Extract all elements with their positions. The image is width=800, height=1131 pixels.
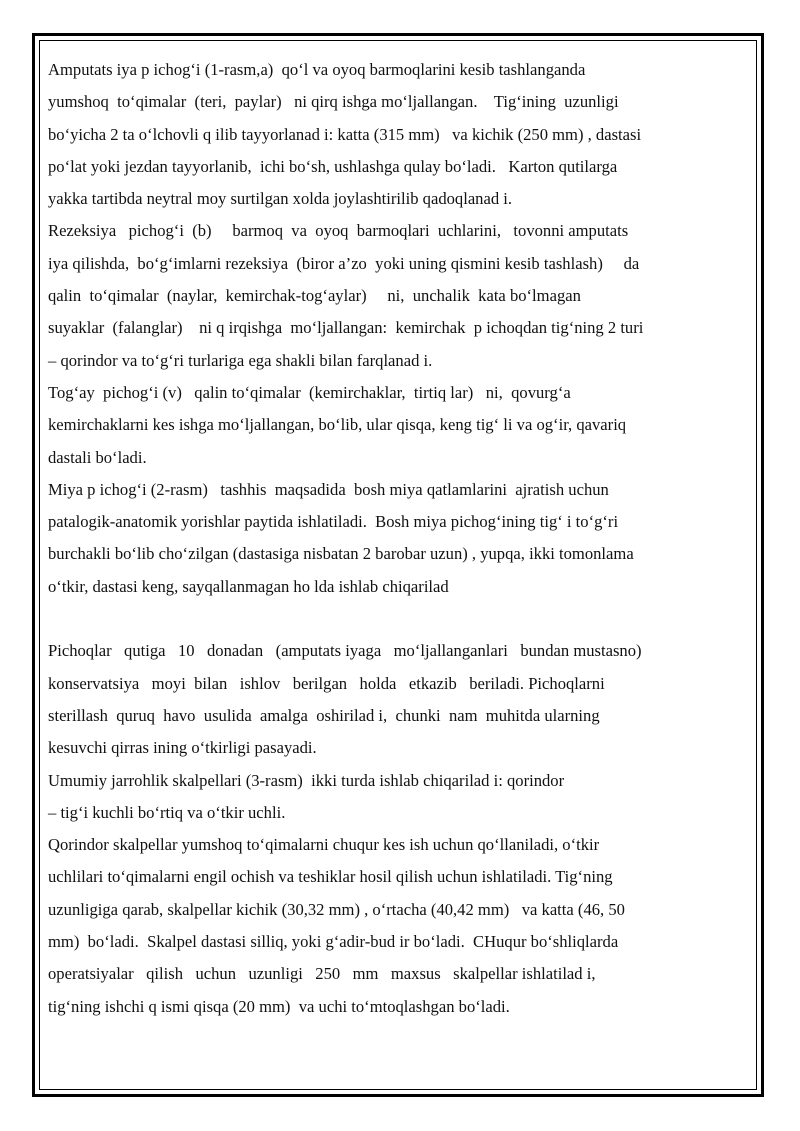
text-line: tig‘ning ishchi q ismi qisqa (20 mm) va uchi to‘mtoqlashgan bo‘ladi. [48, 996, 510, 1016]
text-line: bo‘yicha 2 ta o‘lchovli q ilib tayyorlanad i: katta (315 mm) va kichik (250 mm) , dastasi [48, 124, 642, 144]
text-line: konservatsiya moyi bilan ishlov berilgan holda etkazib beriladi. Pichoqlarni [48, 673, 605, 693]
text-line: iya qilishda, bo‘g‘imlarni rezeksiya (biror a’zo yoki uning qismini kesib tashlash) da [48, 253, 640, 273]
text-line: uchlilari to‘qimalarni engil ochish va teshiklar hosil qilish uchun ishlatiladi. Tig‘ning [48, 867, 613, 887]
text-line: Qorindor skalpellar yumshoq to‘qimalarni chuqur kes ish uchun qo‘llaniladi, o‘tkir [48, 835, 600, 855]
text-line: burchakli bo‘lib cho‘zilgan (dastasiga nisbatan 2 barobar uzun) , yupqa, ikki tomonlama [48, 544, 634, 564]
text-line: – qorindor va to‘g‘ri turlariga ega shakli bilan farqlanad i. [48, 350, 433, 370]
text-line: mm) bo‘ladi. Skalpel dastasi silliq, yoki g‘adir-bud ir bo‘ladi. CHuqur bo‘shliqlarda [48, 932, 619, 952]
document-body [48, 54, 738, 1023]
text-line: kesuvchi qirras ining o‘tkirligi pasayadi. [48, 738, 317, 758]
text-line: po‘lat yoki jezdan tayyorlanib, ichi bo‘sh, ushlashga qulay bo‘ladi. Karton qutilarga [48, 156, 618, 176]
text-line: operatsiyalar qilish uchun uzunligi 250 mm maxsus skalpellar ishlatilad i, [48, 964, 596, 984]
text-line: sterillash quruq havo usulida amalga oshirilad i, chunki nam muhitda ularning [48, 705, 600, 725]
text-line: yakka tartibda neytral moy surtilgan xolda joylashtirilib qadoqlanad i. [48, 189, 513, 209]
text-line: uzunligiga qarab, skalpellar kichik (30,32 mm) , o‘rtacha (40,42 mm) va katta (46, 50 [48, 899, 625, 919]
text-line: Tog‘ay pichog‘i (v) qalin to‘qimalar (kemirchaklar, tirtiq lar) ni, qovurg‘a [48, 382, 571, 402]
text-line: Rezeksiya pichog‘i (b) barmoq va oyoq barmoqlari uchlarini, tovonni amputats [48, 221, 629, 241]
text-line: suyaklar (falanglar) ni q irqishga mo‘ljallangan: kemirchak p ichoqdan tig‘ning 2 turi [48, 318, 644, 338]
text-line: Amputats iya p ichog‘i (1-rasm,a) qo‘l va oyoq barmoqlarini kesib tashlanganda [48, 60, 586, 79]
text-line: dastali bo‘ladi. [48, 447, 147, 467]
text-line: patalogik-anatomik yorishlar paytida ishlatiladi. Bosh miya pichog‘ining tig‘ i to‘g‘ri [48, 512, 619, 532]
text-line: – tig‘i kuchli bo‘rtiq va o‘tkir uchli. [48, 802, 286, 822]
text-line: Pichoqlar qutiga 10 donadan (amputats iyaga mo‘ljallanganlari bundan mustasno) [48, 641, 642, 661]
text-line: kemirchaklarni kes ishga mo‘ljallangan, bo‘lib, ular qisqa, keng tig‘ li va og‘ir, qavariq [48, 415, 627, 435]
blank-line [48, 603, 738, 635]
text-line: qalin to‘qimalar (naylar, kemirchak-tog‘aylar) ni, unchalik kata bo‘lmagan [48, 286, 581, 306]
text-line: Umumiy jarrohlik skalpellari (3-rasm) ikki turda ishlab chiqarilad i: qorindor [48, 770, 565, 790]
text-line: Miya p ichog‘i (2-rasm) tashhis maqsadida bosh miya qatlamlarini ajratish uchun [48, 479, 609, 499]
text-line: o‘tkir, dastasi keng, sayqallanmagan ho lda ishlab chiqarilad [48, 576, 449, 596]
text-line: yumshoq to‘qimalar (teri, paylar) ni qirq ishga mo‘ljallangan. Tig‘ining uzunligi [48, 92, 619, 112]
